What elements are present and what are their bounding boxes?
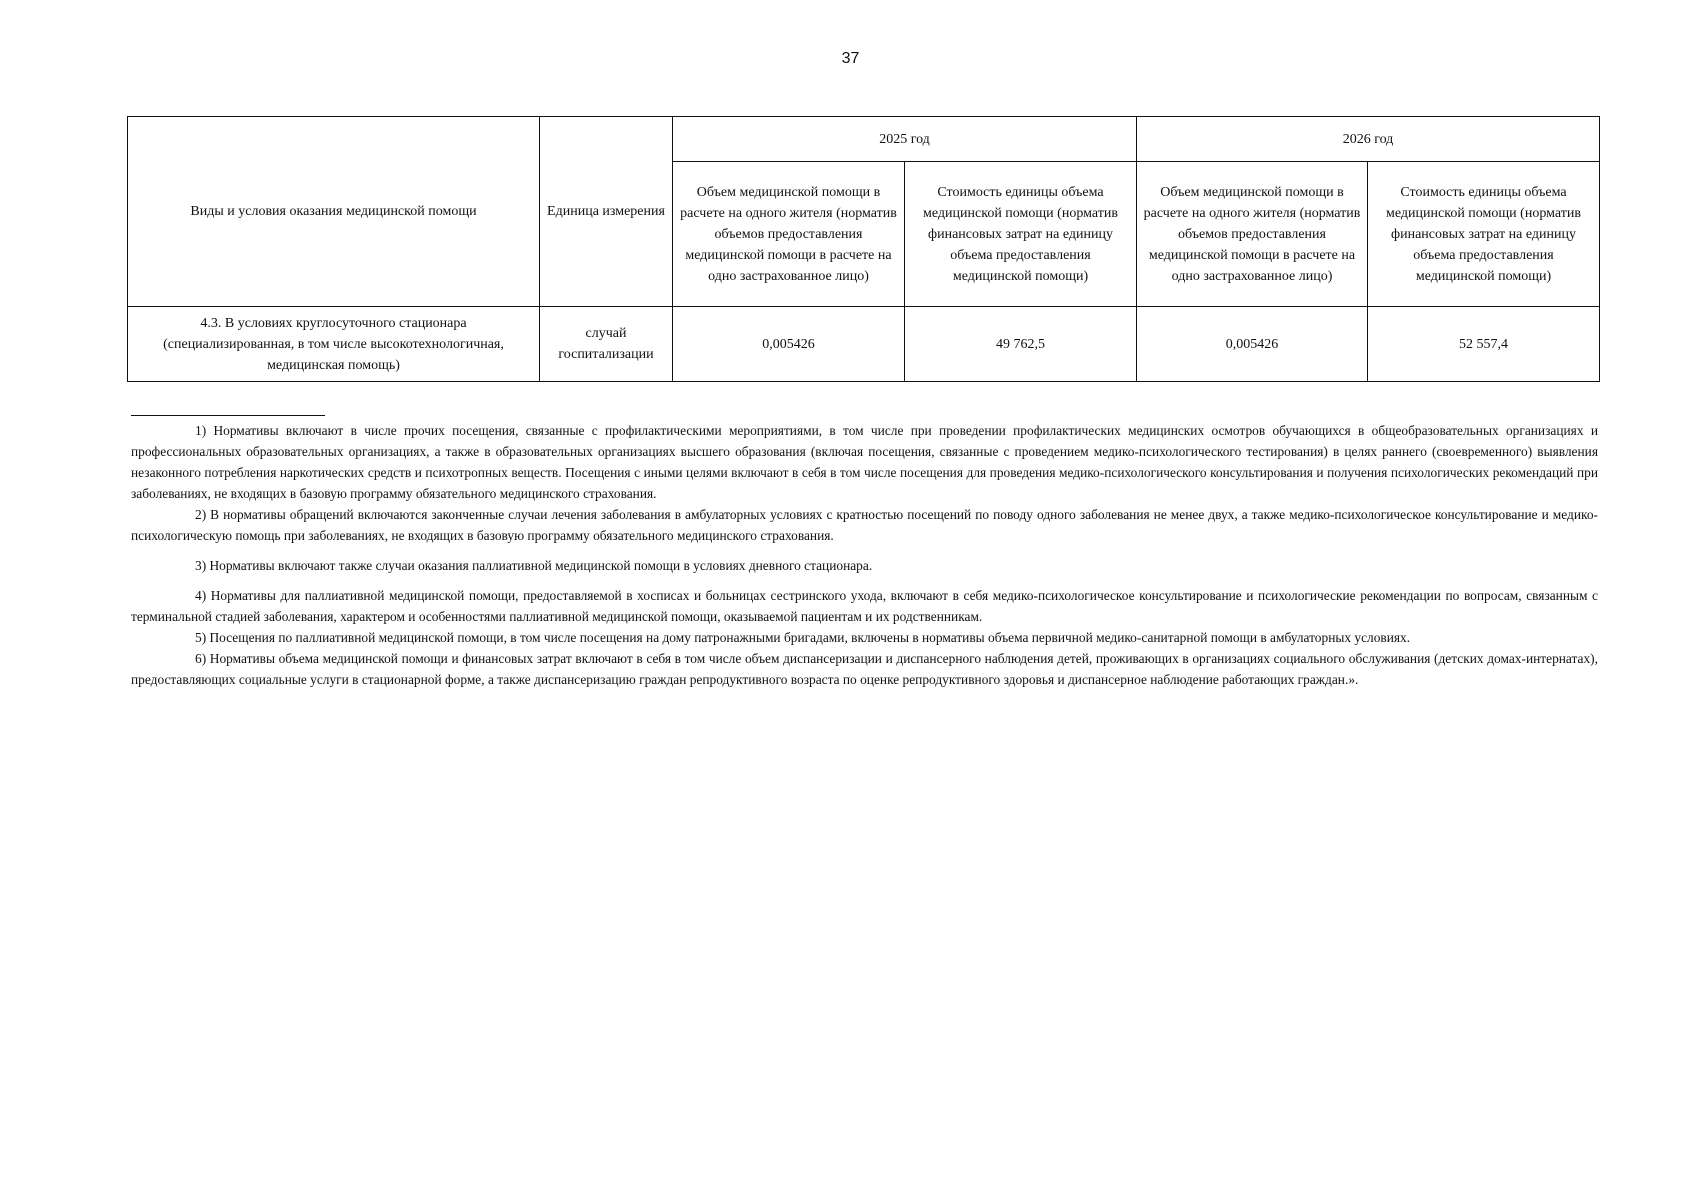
header-cost-2025: Стоимость единицы объема медицинской помощи (норматив финансовых затрат на единицу объема предоставления медицинской помощи) bbox=[905, 162, 1137, 307]
page-number: 37 bbox=[841, 50, 860, 67]
cell-cost-2025: 49 762,5 bbox=[905, 307, 1137, 382]
table-header-row-years bbox=[128, 117, 1600, 162]
cell-cost-2026: 52 557,4 bbox=[1368, 307, 1600, 382]
cell-volume-2025: 0,005426 bbox=[673, 307, 905, 382]
header-cost-2026: Стоимость единицы объема медицинской помощи (норматив финансовых затрат на единицу объема предоставления медицинской помощи) bbox=[1368, 162, 1600, 307]
footnote-3: 3) Нормативы включают также случаи оказания паллиативной медицинской помощи в условиях дневного стационара. bbox=[195, 558, 873, 573]
footnote-6: 6) Нормативы объема медицинской помощи и финансовых затрат включают в себя в том числе объем диспансеризации и диспансерного наблюдения детей, проживающих в организациях социального обслуживания (детских домах-интернатах), предоставляющих социальные услуги в стационарной форме, а также диспансеризацию граждан репродуктивного возраста по оценке репродуктивного здоровья и диспансерное наблюдение работающих граждан.». bbox=[131, 651, 1598, 687]
cell-unit: случай госпитализации bbox=[540, 307, 673, 382]
header-volume-2025: Объем медицинской помощи в расчете на одного жителя (норматив объемов предоставления медицинской помощи в расчете на одно застрахованное лицо) bbox=[673, 162, 905, 307]
footnote-2: 2) В нормативы обращений включаются законченные случаи лечения заболевания в амбулаторных условиях с кратностью посещений по поводу одного заболевания не менее двух, а также медико-психологическое консультирование и медико-психологическую помощь при заболеваниях, не входящих в базовую программу обязательного медицинского страхования. bbox=[131, 507, 1598, 543]
header-year-2026: 2026 год bbox=[1137, 117, 1600, 162]
footnote-5: 5) Посещения по паллиативной медицинской помощи, в том числе посещения на дому патронажными бригадами, включены в нормативы объема первичной медико-санитарной помощи в амбулаторных условиях. bbox=[195, 630, 1411, 645]
header-volume-2026: Объем медицинской помощи в расчете на одного жителя (норматив объемов предоставления медицинской помощи в расчете на одно застрахованное лицо) bbox=[1137, 162, 1368, 307]
table-row bbox=[128, 307, 1600, 382]
header-unit: Единица измерения bbox=[540, 117, 673, 307]
footnote-separator bbox=[131, 415, 325, 416]
header-year-2025: 2025 год bbox=[673, 117, 1137, 162]
norms-table bbox=[127, 116, 1600, 382]
footnote-1: 1) Нормативы включают в числе прочих посещения, связанные с профилактическими мероприятиями, в том числе при проведении профилактических медицинских осмотров обучающихся в общеобразовательных организациях и профессиональных образовательных организациях, а также в образовательных организациях высшего образования (включая посещения, связанные с проведением медико-психологического тестирования) в целях раннего (своевременного) выявления незаконного потребления наркотических средств и психотропных веществ. Посещения с иными целями включают в себя в том числе посещения для проведения медико-психологического консультирования и получения психологических рекомендаций при заболеваниях, не входящих в базовую программу обязательного медицинского страхования. bbox=[131, 423, 1598, 501]
cell-volume-2026: 0,005426 bbox=[1137, 307, 1368, 382]
header-kind: Виды и условия оказания медицинской помощи bbox=[128, 117, 540, 307]
footnote-4: 4) Нормативы для паллиативной медицинской помощи, предоставляемой в хосписах и больницах сестринского ухода, включают в себя медико-психологическое консультирование и психологические рекомендации по вопросам, связанным с терминальной стадией заболевания, характером и особенностями паллиативной медицинской помощи, оказываемой пациентам и их родственникам. bbox=[131, 588, 1598, 624]
footnotes bbox=[131, 420, 1598, 690]
cell-kind: 4.3. В условиях круглосуточного стационара (специализированная, в том числе высокотехнологичная, медицинская помощь) bbox=[128, 307, 540, 382]
